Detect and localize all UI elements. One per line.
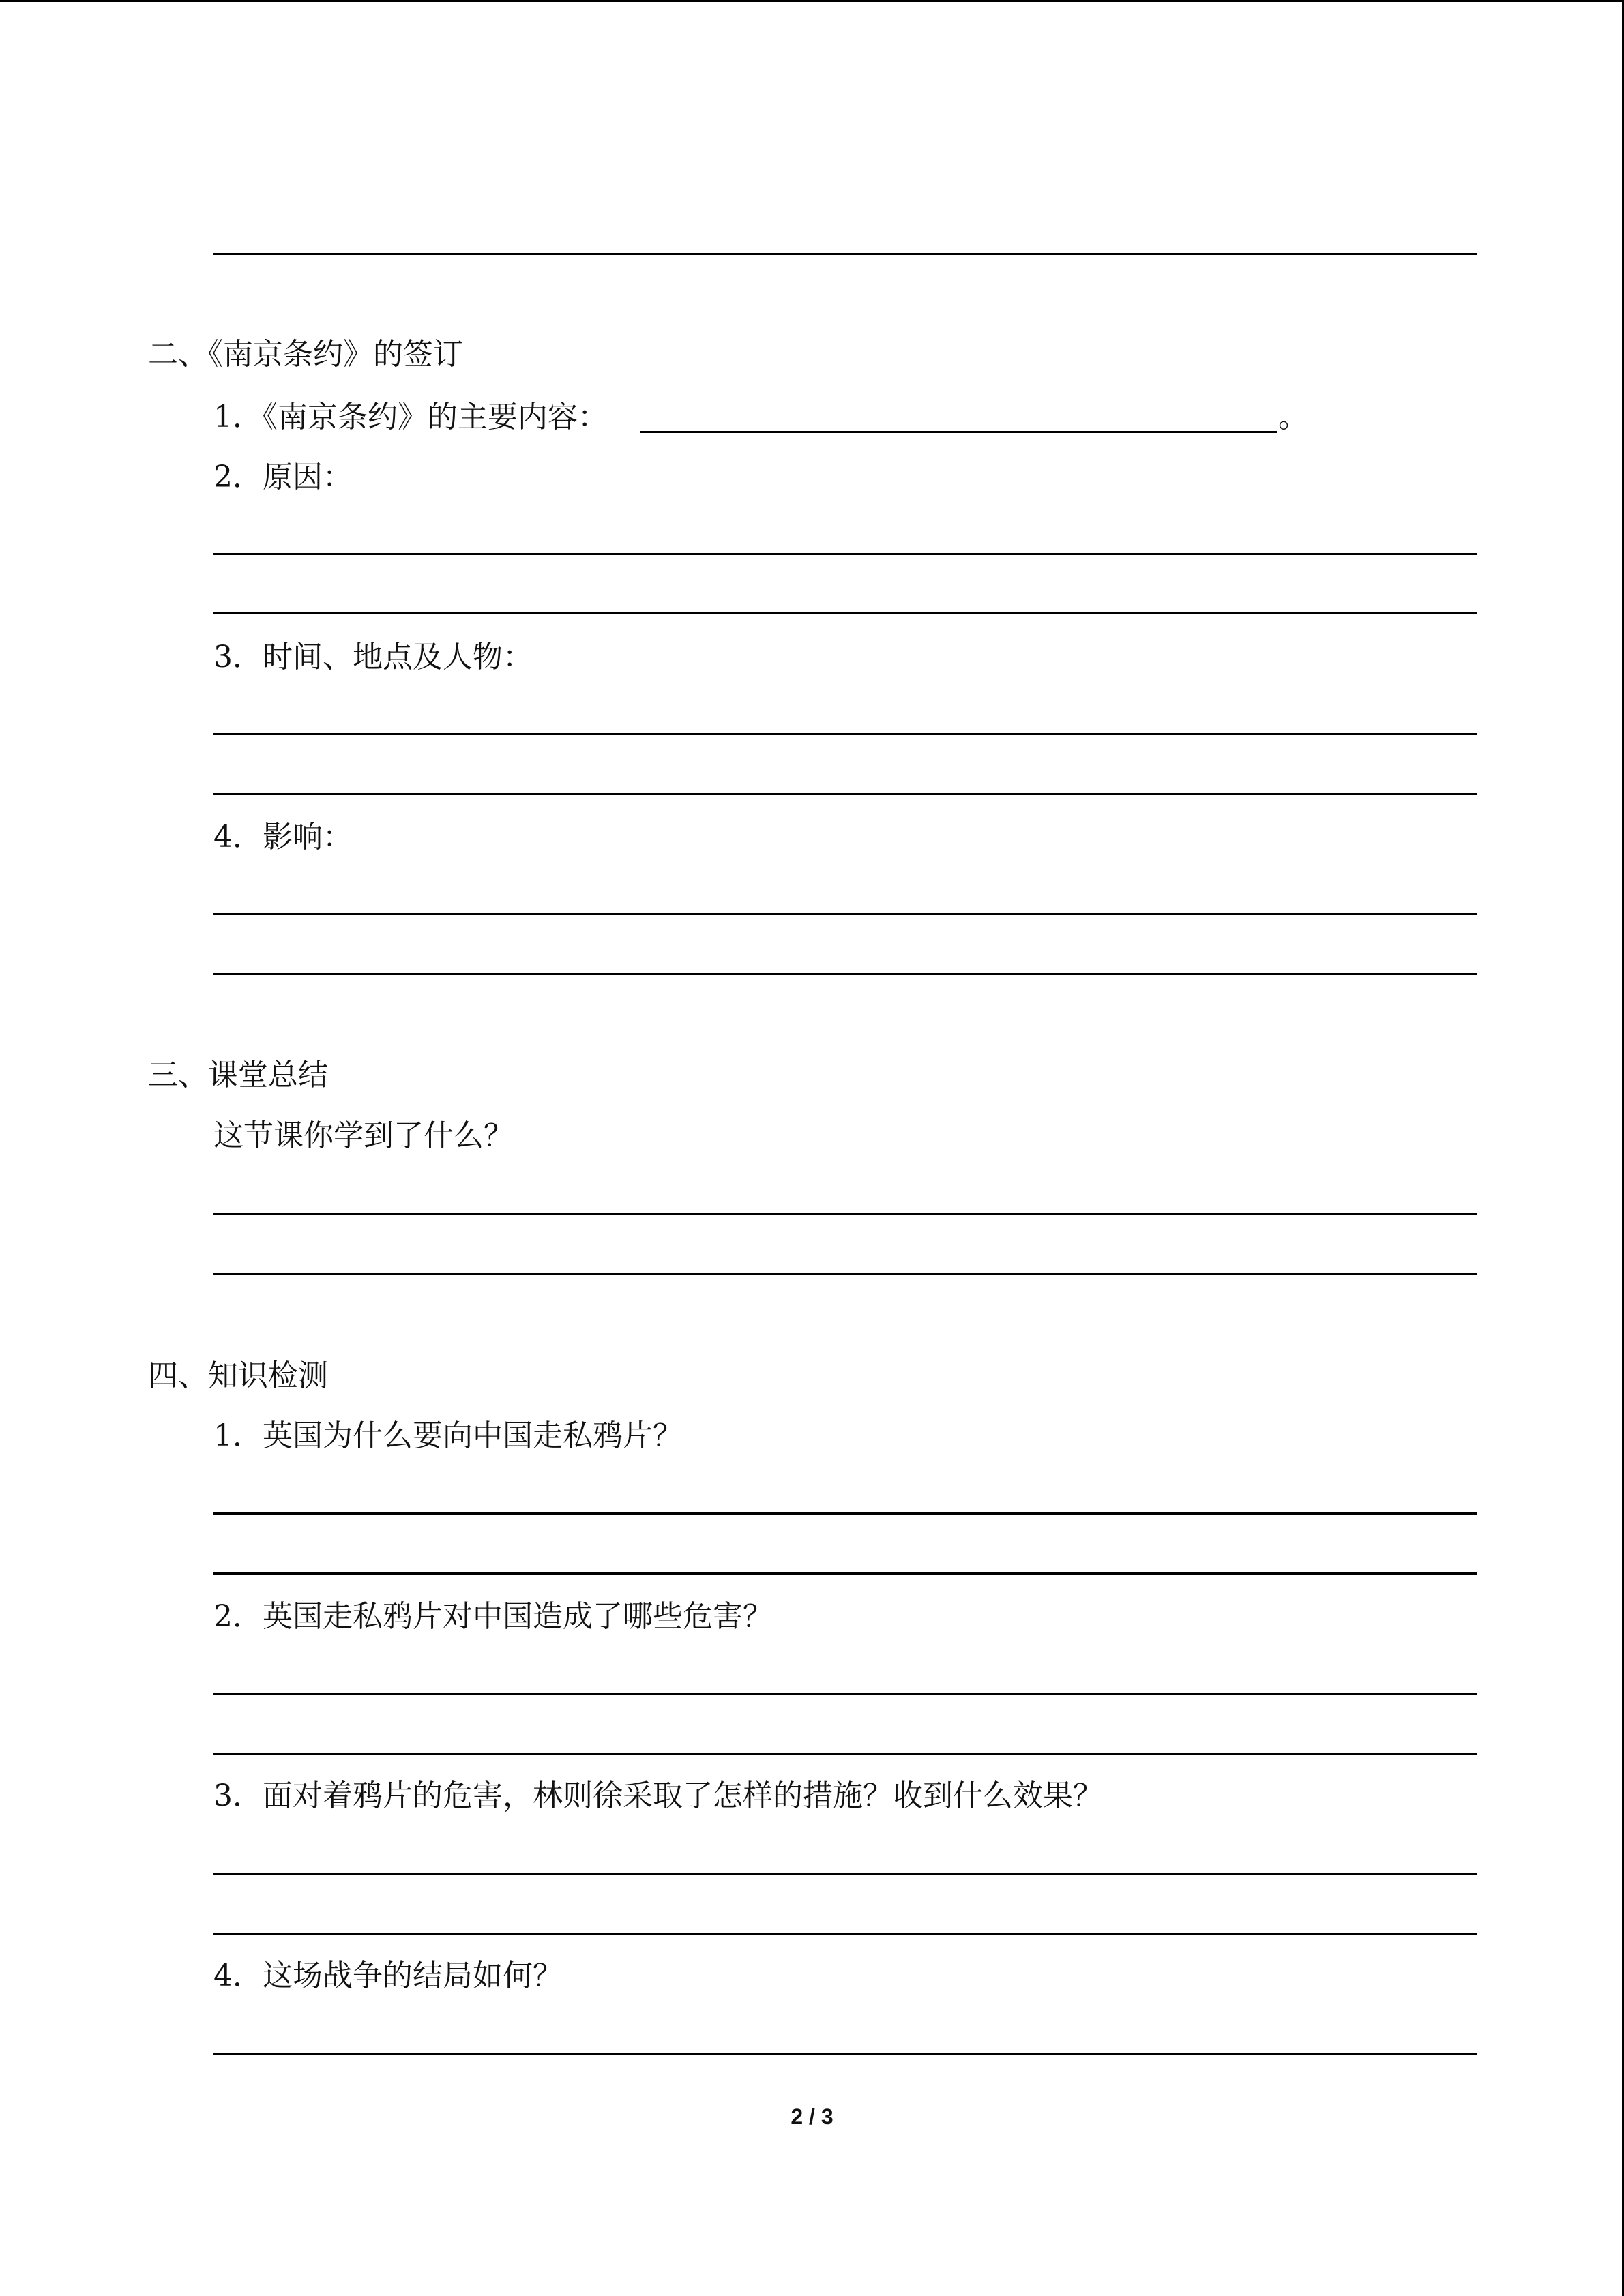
question-label: 2．原因： (213, 460, 353, 494)
question-label: 1．《南京条约》的主要内容： (213, 400, 608, 434)
answer-line[interactable] (213, 1693, 1477, 1695)
section-heading: 四、知识检测 (148, 1358, 328, 1393)
question-label: 3．面对着鸦片的危害，林则徐采取了怎样的措施？收到什么效果？ (213, 1778, 1103, 1813)
section-heading: 二、《南京条约》的签订 (148, 337, 463, 372)
question-label: 3．时间、地点及人物： (213, 640, 533, 674)
answer-line[interactable] (213, 553, 1477, 555)
answer-line[interactable] (213, 2053, 1477, 2055)
answer-line[interactable] (213, 1512, 1477, 1515)
fill-blank[interactable] (640, 431, 1277, 433)
question-label: 1．英国为什么要向中国走私鸦片？ (213, 1418, 683, 1453)
answer-line[interactable] (213, 1933, 1477, 1935)
answer-line[interactable] (213, 973, 1477, 975)
question-label: 这节课你学到了什么？ (213, 1118, 514, 1153)
question-label: 4．这场战争的结局如何？ (213, 1958, 563, 1993)
answer-line[interactable] (213, 1572, 1477, 1575)
page-number: 2 / 3 (791, 2104, 833, 2129)
answer-line[interactable] (213, 1273, 1477, 1275)
answer-line[interactable] (213, 1873, 1477, 1875)
answer-line[interactable] (213, 793, 1477, 795)
answer-line[interactable] (213, 253, 1477, 255)
answer-line[interactable] (213, 733, 1477, 735)
answer-line[interactable] (213, 612, 1477, 614)
answer-line[interactable] (213, 913, 1477, 915)
section-heading: 三、课堂总结 (148, 1058, 328, 1092)
answer-line[interactable] (213, 1213, 1477, 1215)
question-label: 4．影响： (213, 820, 353, 854)
question-label: 2．英国走私鸦片对中国造成了哪些危害？ (213, 1599, 773, 1634)
blank-end-mark: 。 (1278, 400, 1308, 434)
answer-line[interactable] (213, 1753, 1477, 1755)
